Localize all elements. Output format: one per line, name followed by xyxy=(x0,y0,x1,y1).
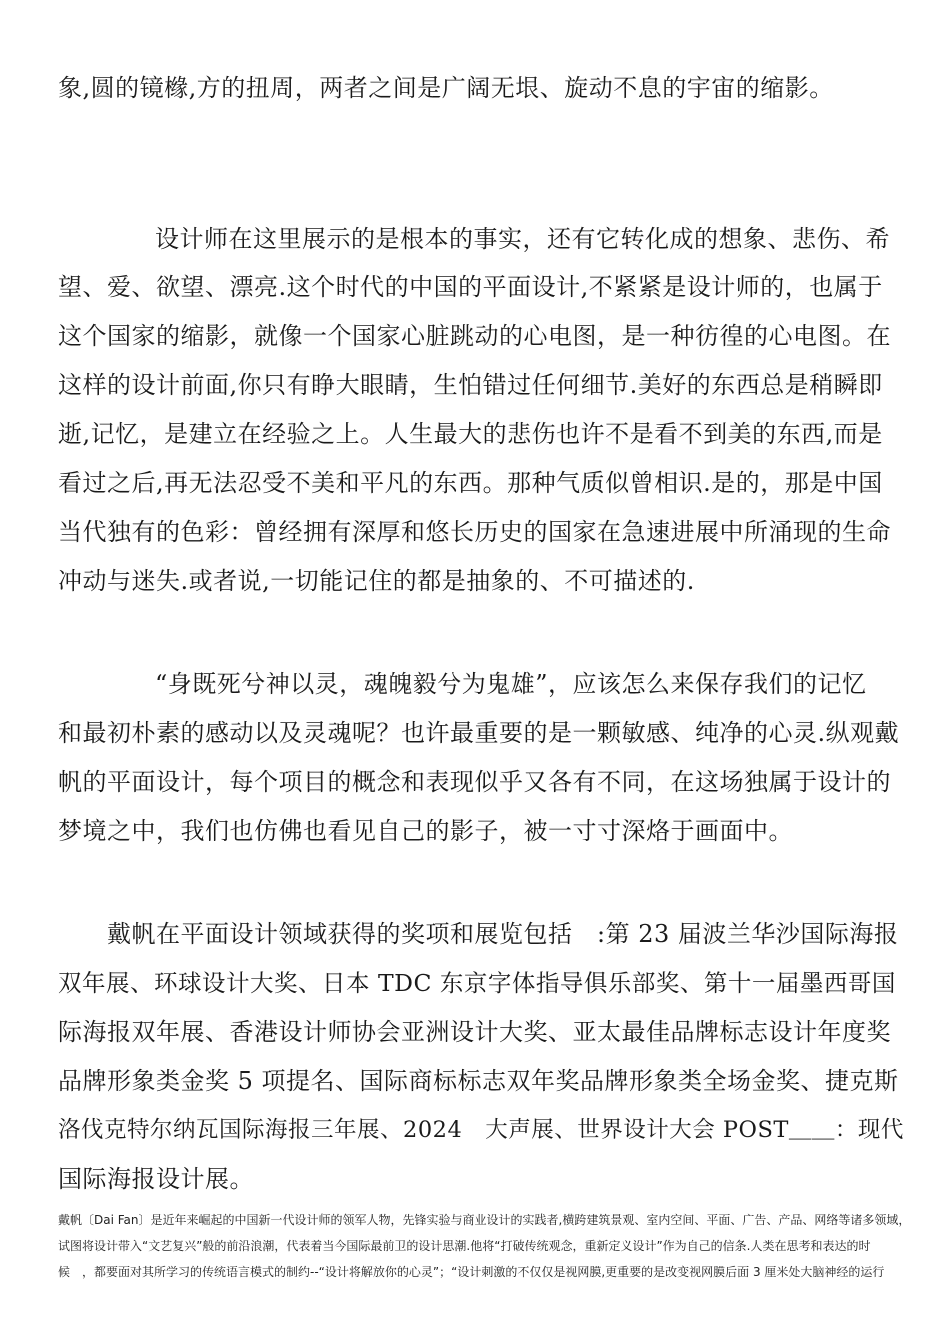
text-line: 梦境之中，我们也仿佛也看见自己的影子，被一寸寸深烙于画面中。 xyxy=(58,817,793,845)
text-line: 品牌形象类金奖 5 项提名、国际商标标志双年奖品牌形象类全场金奖、捷克斯 xyxy=(58,1067,899,1095)
text-line: 冲动与迷失.或者说,一切能记住的都是抽象的、不可描述的. xyxy=(58,567,695,595)
text-line: 望、爱、欲望、漂亮.这个时代的中国的平面设计,不紧紧是设计师的，也属于 xyxy=(58,273,883,301)
text-line: 当代独有的色彩：曾经拥有深厚和悠长历史的国家在急速进展中所涌现的生命 xyxy=(58,518,891,546)
text-line: 和最初朴素的感动以及灵魂呢？也许最重要的是一颗敏感、纯净的心灵.纵观戴 xyxy=(58,719,900,747)
text-line: 设计师在这里展示的是根本的事实，还有它转化成的想象、悲伤、希 xyxy=(155,225,890,253)
text-line: 这样的设计前面,你只有睁大眼睛，生怕错过任何细节.美好的东西总是稍瞬即 xyxy=(58,371,883,399)
text-line: 国际海报设计展。 xyxy=(58,1165,254,1193)
text-line: 际海报双年展、香港设计师协会亚洲设计大奖、亚太最佳品牌标志设计年度奖 xyxy=(58,1018,891,1046)
text-line: 逝,记忆，是建立在经验之上。人生最大的悲伤也许不是看不到美的东西,而是 xyxy=(58,420,883,448)
text-line: “身既死兮神以灵，魂魄毅兮为鬼雄”，应该怎么来保存我们的记忆 xyxy=(155,670,867,698)
text-line: 洛伐克特尔纳瓦国际海报三年展、2024 大声展、世界设计大会 POST＿＿：现代 xyxy=(58,1117,904,1143)
text-line: 象,圆的镜橼,方的扭周，两者之间是广阔无垠、旋动不息的宇宙的缩影。 xyxy=(58,74,834,102)
footnote-line: 候 ，都要面对其所学习的传统语言模式的制约--“设计将解放你的心灵”；“设计刺激的不仅仅是视网膜,更重要的是改变视网膜后面 3 厘米处大脑神经的运行 xyxy=(58,1265,885,1279)
text-line: 这个国家的缩影，就像一个国家心脏跳动的心电图，是一种彷徨的心电图。在 xyxy=(58,322,891,350)
text-line: 看过之后,再无法忍受不美和平凡的东西。那种气质似曾相识.是的，那是中国 xyxy=(58,469,883,497)
footnote-line: 试图将设计带入“文艺复兴”般的前沿浪潮，代表着当今国际最前卫的设计思潮.他将“打破传统观念，重新定义设计”作为自己的信条.人类在思考和表达的时 xyxy=(58,1239,871,1253)
text-line: 双年展、环球设计大奖、日本 TDC 东京字体指导俱乐部奖、第十一届墨西哥国 xyxy=(58,969,896,997)
footnote-line: 戴帆〔Dai Fan〕是近年来崛起的中国新一代设计师的领军人物，先锋实验与商业设计的实践者,横跨建筑景观、室内空间、平面、广告、产品、网络等诸多领域， xyxy=(58,1213,911,1227)
text-line: 帆的平面设计，每个项目的概念和表现似乎又各有不同，在这场独属于设计的 xyxy=(58,768,891,796)
text-line: 戴帆在平面设计领域获得的奖项和展览包括 :第 23 届波兰华沙国际海报 xyxy=(107,920,899,948)
